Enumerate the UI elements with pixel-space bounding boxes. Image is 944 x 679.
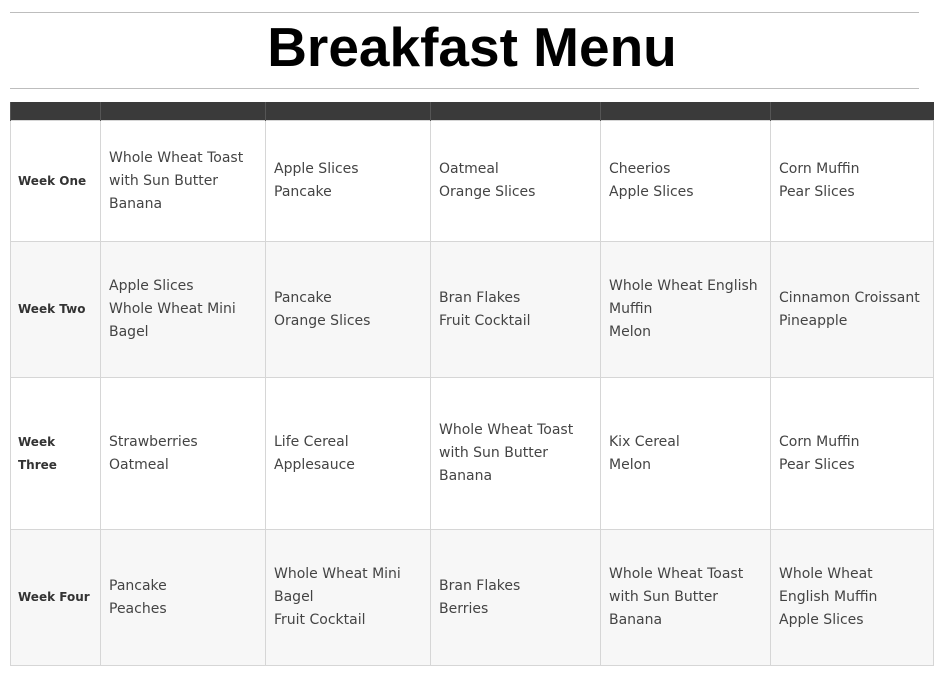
menu-cell [101, 242, 266, 378]
table-row-week-two [11, 242, 934, 378]
menu-item: Banana [609, 612, 663, 628]
menu-item: Pancake [274, 184, 332, 200]
menu-cell [101, 378, 266, 530]
menu-item: Applesauce [274, 456, 355, 473]
menu-cell [771, 530, 934, 666]
menu-cell [266, 242, 431, 378]
menu-item: Pear Slices [779, 184, 855, 200]
menu-item: Oatmeal [439, 161, 499, 177]
menu-item: Whole Wheat Toast with Sun Butter [439, 422, 574, 461]
menu-item: Apple Slices [779, 612, 864, 628]
menu-item: Life Cereal [274, 433, 349, 450]
menu-cell [101, 530, 266, 666]
menu-item: Whole Wheat Mini Bagel [109, 301, 236, 340]
header-cell-day-2 [266, 102, 431, 121]
menu-item: Bran Flakes [439, 289, 521, 306]
table-row-week-four [11, 530, 934, 666]
week-label: Week One [11, 121, 101, 242]
menu-item: Bran Flakes [439, 577, 521, 594]
menu-item: Cheerios [609, 161, 671, 177]
table-row-week-one [11, 121, 934, 242]
header-cell-day-5 [771, 102, 934, 121]
menu-item: Whole Wheat Toast with Sun Butter [609, 566, 744, 605]
menu-cell [101, 121, 266, 242]
menu-cell [771, 378, 934, 530]
page-title: Breakfast Menu [267, 16, 677, 78]
menu-item: Pear Slices [779, 456, 855, 473]
menu-item: Peaches [109, 600, 167, 617]
menu-item: Orange Slices [439, 184, 536, 200]
menu-item: Fruit Cocktail [274, 612, 366, 628]
menu-cell [431, 378, 601, 530]
menu-item: Kix Cereal [609, 433, 680, 450]
menu-item: Apple Slices [274, 161, 359, 177]
menu-cell [771, 242, 934, 378]
menu-item: Melon [609, 456, 652, 473]
menu-cell [601, 378, 771, 530]
menu-item: Corn Muffin [779, 433, 860, 450]
menu-item: Banana [439, 468, 493, 484]
menu-cell [266, 121, 431, 242]
week-label: Week Four [11, 530, 101, 666]
menu-cell [431, 121, 601, 242]
menu-cell [601, 242, 771, 378]
header-cell-day-1 [101, 102, 266, 121]
menu-cell [266, 378, 431, 530]
menu-item: Cinnamon Croissant [779, 289, 920, 306]
menu-item: Banana [109, 195, 163, 212]
menu-item: Pancake [274, 289, 332, 306]
menu-cell [601, 530, 771, 666]
table-row-week-three [11, 378, 934, 530]
menu-cell [601, 121, 771, 242]
menu-item: Pancake [109, 577, 167, 594]
menu-item: Whole Wheat Toast with Sun Butter [109, 149, 244, 189]
menu-item: Apple Slices [109, 278, 194, 294]
top-divider [10, 12, 919, 13]
menu-item: Melon [609, 324, 652, 340]
menu-cell [431, 242, 601, 378]
menu-item: Fruit Cocktail [439, 312, 531, 329]
bottom-divider [10, 88, 919, 89]
header-cell-week [11, 102, 101, 121]
menu-item: Oatmeal [109, 456, 169, 473]
menu-item: Whole Wheat English Muffin [779, 566, 878, 605]
menu-item: Apple Slices [609, 184, 694, 200]
menu-table [10, 102, 934, 666]
week-label: Week Three [11, 378, 101, 530]
header-cell-day-4 [601, 102, 771, 121]
menu-item: Berries [439, 600, 489, 617]
header-cell-day-3 [431, 102, 601, 121]
menu-item: Whole Wheat English Muffin [609, 278, 758, 317]
week-label: Week Two [11, 242, 101, 378]
table-header-row [11, 102, 934, 121]
menu-item: Whole Wheat Mini Bagel [274, 566, 401, 605]
menu-cell [431, 530, 601, 666]
menu-item: Strawberries [109, 433, 198, 450]
menu-item: Corn Muffin [779, 161, 860, 177]
menu-cell [266, 530, 431, 666]
menu-item: Orange Slices [274, 312, 371, 329]
menu-item: Pineapple [779, 312, 848, 329]
menu-cell [771, 121, 934, 242]
